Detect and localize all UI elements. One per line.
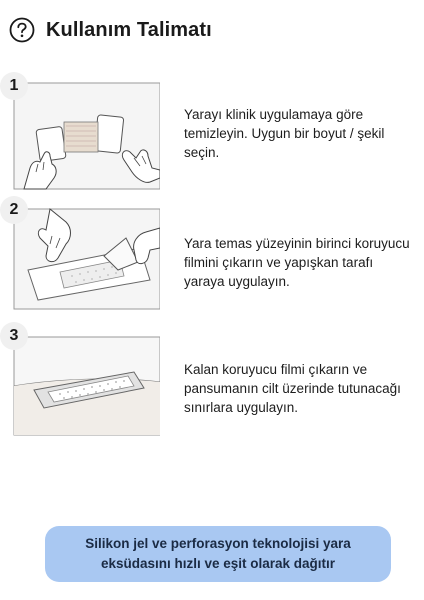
question-circle-icon [8, 16, 36, 44]
banner-text: Silikon jel ve perforasyon teknolojisi yara eksüdasını hızlı ve eşit olarak dağıtır [85, 536, 351, 571]
step-instruction: Kalan koruyucu filmi çıkarın ve pansumanın cilt üzerinde tutunacağı sınırlara uygulayın. [184, 362, 401, 415]
hands-peeling-film-illustration [0, 208, 160, 318]
hands-cleaning-wound-illustration [0, 82, 160, 192]
info-banner [45, 526, 391, 582]
step-3 [0, 322, 424, 442]
step-1 [0, 72, 424, 192]
page-title: Kullanım Talimatı [46, 18, 212, 41]
step-instruction: Yara temas yüzeyinin birinci koruyucu filmini çıkarın ve yapışkan tarafı yaraya uygulayın. [184, 236, 410, 289]
step-number: 3 [0, 322, 28, 350]
step-instruction: Yarayı klinik uygulamaya göre temizleyin. Uygun bir boyut / şekil seçin. [184, 107, 385, 160]
header [8, 16, 212, 44]
applied-dressing-on-skin-illustration [0, 336, 160, 446]
step-2 [0, 196, 424, 316]
step-number: 1 [0, 72, 28, 100]
step-number: 2 [0, 196, 28, 224]
